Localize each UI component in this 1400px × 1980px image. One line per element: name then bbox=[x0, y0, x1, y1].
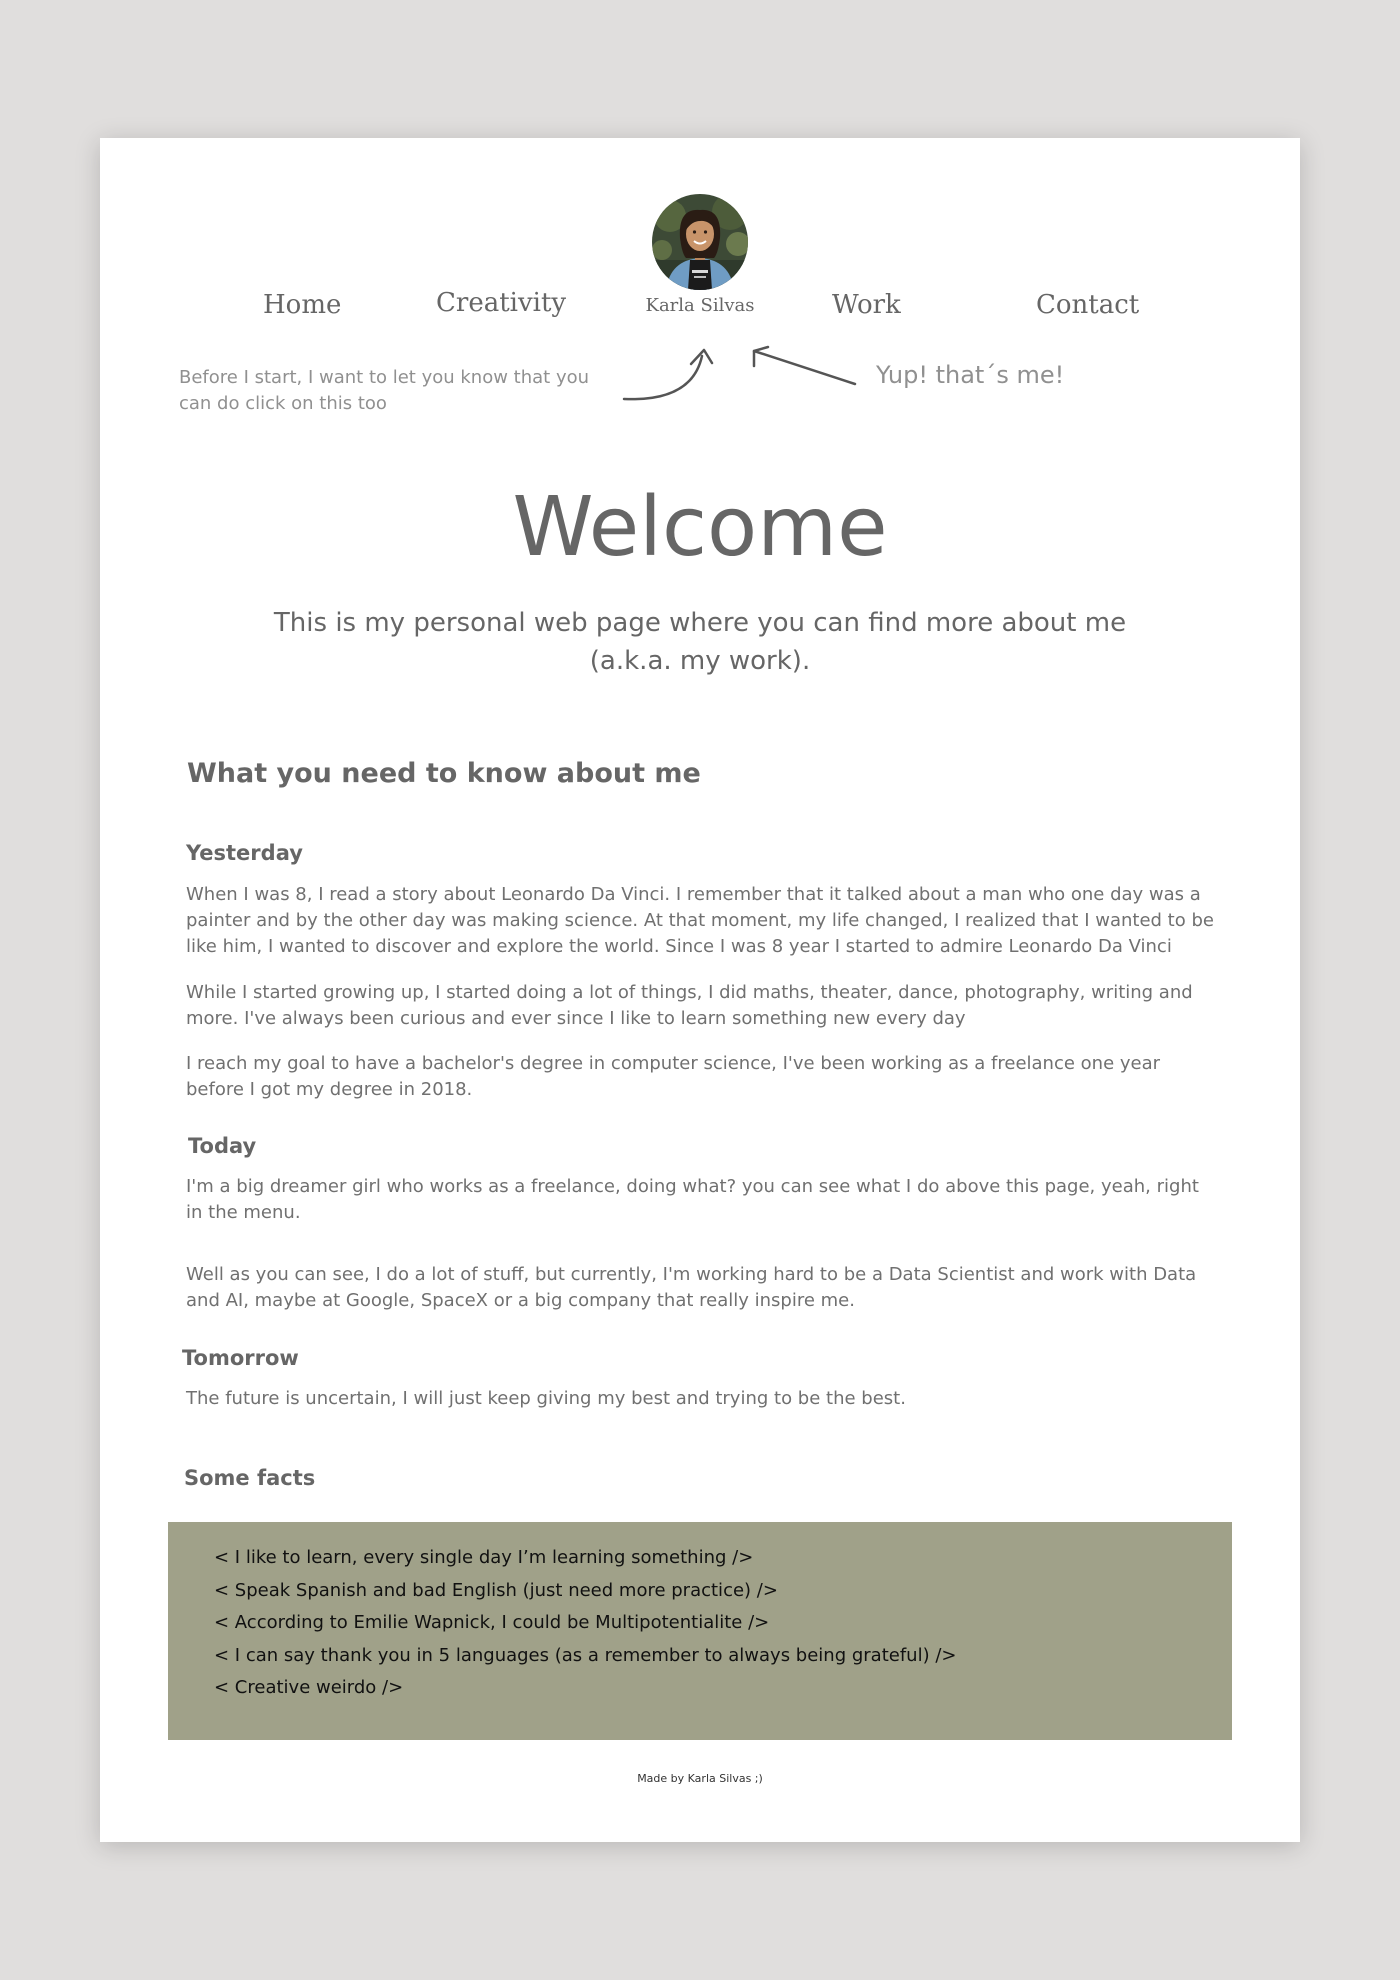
profile-photo-icon bbox=[652, 194, 748, 290]
facts-list bbox=[214, 1542, 956, 1705]
yesterday-heading: Yesterday bbox=[186, 841, 303, 865]
footer-credit: Made by Karla Silvas ;) bbox=[637, 1772, 763, 1785]
facts-heading: Some facts bbox=[184, 1466, 316, 1490]
yesterday-paragraph-2: While I started growing up, I started doing a lot of things, I did maths, theater, dance, photography, writing and more. I've always been curious and ever since I like to learn something new every day bbox=[186, 982, 1193, 1029]
nav-work[interactable]: Work bbox=[832, 290, 901, 320]
nav-home[interactable]: Home bbox=[263, 290, 342, 320]
page-card bbox=[100, 138, 1300, 1842]
facts-box bbox=[168, 1522, 1232, 1740]
about-title: What you need to know about me bbox=[187, 758, 701, 789]
welcome-title: Welcome bbox=[512, 480, 888, 575]
fact-item: < Creative weirdo /> bbox=[214, 1677, 404, 1698]
fact-item: < I can say thank you in 5 languages (as a remember to always being grateful) /> bbox=[214, 1644, 957, 1666]
tomorrow-paragraph: The future is uncertain, I will just keep giving my best and trying to be the best. bbox=[186, 1388, 906, 1409]
fact-item: < According to Emilie Wapnick, I could be Multipotentialite /> bbox=[214, 1612, 770, 1633]
today-paragraph-1: I'm a big dreamer girl who works as a freelance, doing what? you can see what I do above this page, yeah, right in the menu. bbox=[186, 1176, 1199, 1223]
welcome-subtitle: This is my personal web page where you can find more about me (a.k.a. my work). bbox=[273, 608, 1127, 676]
yesterday-paragraph-1: When I was 8, I read a story about Leonardo Da Vinci. I remember that it talked about a man who one day was a painter and by the other day was making science. At that moment, my life changed, I realized that I wanted to be like him, I wanted to discover and explore the world. Since I was 8 year I started to admire Leonardo Da Vinci bbox=[186, 884, 1214, 957]
profile-avatar[interactable] bbox=[652, 194, 748, 290]
curved-arrow-icon bbox=[624, 350, 712, 399]
thats-me-text: Yup! that´s me! bbox=[876, 361, 1065, 389]
straight-arrow-icon bbox=[754, 347, 855, 384]
nav-creativity[interactable]: Creativity bbox=[436, 288, 567, 318]
fact-item: < I like to learn, every single day I’m learning something /> bbox=[214, 1547, 754, 1568]
yesterday-paragraph-3: I reach my goal to have a bachelor's degree in computer science, I've been working as a freelance one year before I got my degree in 2018. bbox=[186, 1053, 1161, 1100]
tomorrow-heading: Tomorrow bbox=[182, 1346, 299, 1370]
fact-item: < Speak Spanish and bad English (just need more practice) /> bbox=[214, 1579, 778, 1601]
today-heading: Today bbox=[188, 1134, 257, 1158]
click-hint-text: Before I start, I want to let you know that you can do click on this too bbox=[179, 367, 590, 414]
nav-profile-name[interactable]: Karla Silvas bbox=[645, 295, 755, 316]
today-paragraph-2: Well as you can see, I do a lot of stuff, but currently, I'm working hard to be a Data Scientist and work with Data and AI, maybe at Google, SpaceX or a big company that really inspire me. bbox=[186, 1264, 1197, 1311]
nav-contact[interactable]: Contact bbox=[1036, 290, 1140, 320]
